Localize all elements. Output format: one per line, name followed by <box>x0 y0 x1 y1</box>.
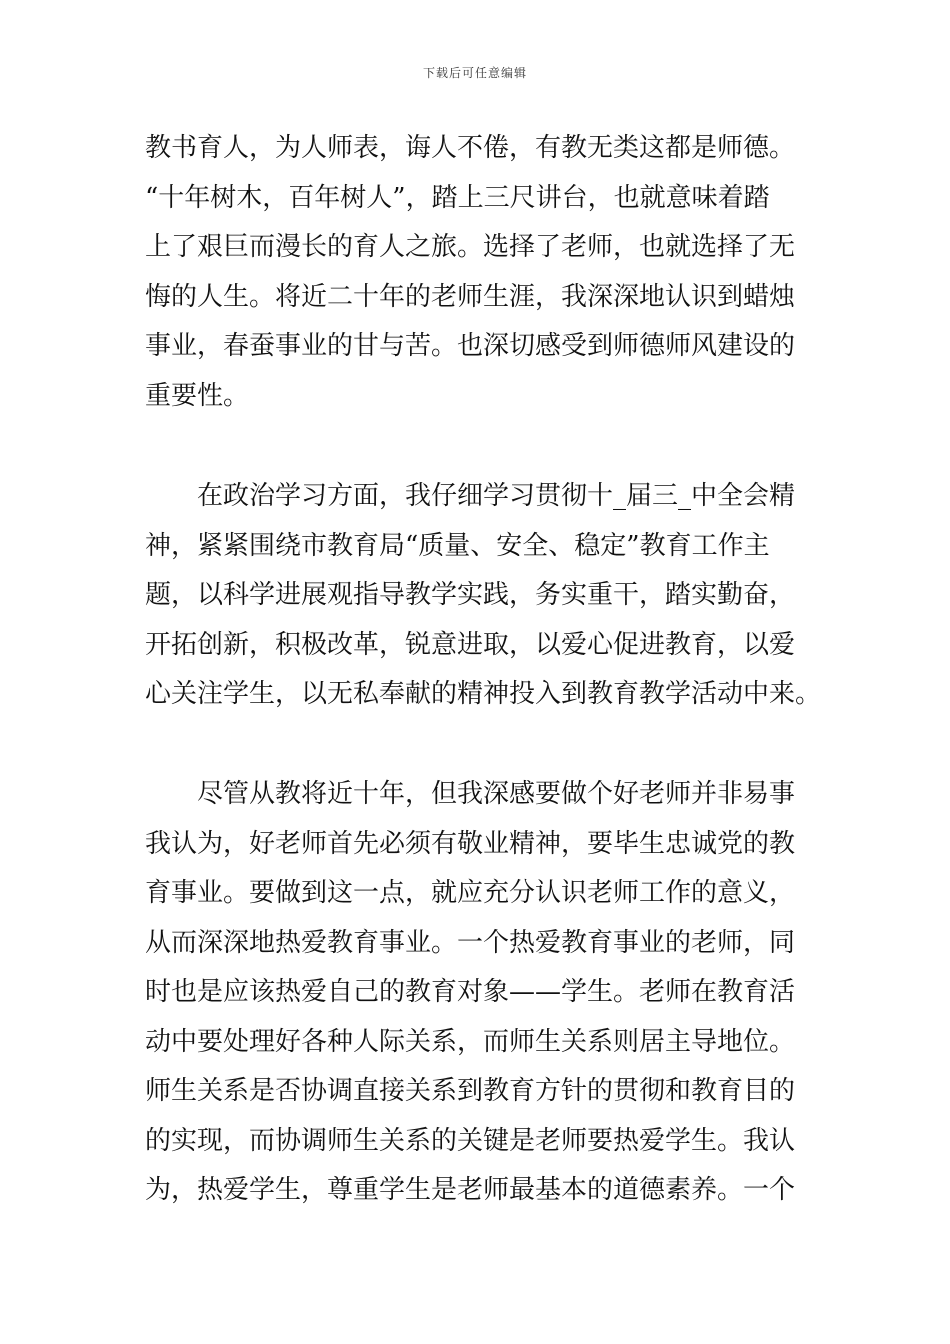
paragraph-2 <box>145 472 822 720</box>
text-line: 在政治学习方面，我仔细学习贯彻十_届三_中全会精 <box>197 481 796 511</box>
text-line: 从而深深地热爱教育事业。一个热爱教育事业的老师，同 <box>145 927 796 958</box>
text-line: 上了艰巨而漫长的育人之旅。选择了老师，也就选择了无 <box>145 232 796 262</box>
text-line: 时也是应该热爱自己的教育对象——学生。老师在教育活 <box>145 977 796 1007</box>
paragraph-3 <box>145 770 807 1216</box>
text-line: 尽管从教将近十年，但我深感要做个好老师并非易事 <box>197 779 796 809</box>
text-line: 师生关系是否协调直接关系到教育方针的贯彻和教育目的 <box>145 1076 796 1106</box>
text-line: 事业，春蚕事业的甘与苦。也深切感受到师德师风建设的 <box>145 331 796 361</box>
text-line: 心关注学生，以无私奉献的精神投入到教育教学活动中来。 <box>145 679 822 709</box>
text-line: 开拓创新，积极改革，锐意进取，以爱心促进教育，以爱 <box>145 629 796 660</box>
text-line: 悔的人生。将近二十年的老师生涯，我深深地认识到蜡烛 <box>145 281 796 312</box>
text-line: 神，紧紧围绕市教育局“质量、安全、稳定”教育工作主 <box>145 530 770 561</box>
text-line: “十年树木，百年树人”，踏上三尺讲台，也就意味着踏 <box>145 182 770 213</box>
text-line: 为，热爱学生，尊重学生是老师最基本的道德素养。一个 <box>145 1175 796 1205</box>
text-line: 育事业。要做到这一点，就应充分认识老师工作的意义， <box>145 878 796 908</box>
page-header: 下载后可任意编辑 <box>422 66 527 80</box>
paragraph-1 <box>145 124 807 421</box>
text-line: 教书育人，为人师表，诲人不倦，有教无类这都是师德。 <box>145 133 796 163</box>
text-line: 我认为，好老师首先必须有敬业精神，要毕生忠诚党的教 <box>145 828 796 859</box>
text-line: 动中要处理好各种人际关系，而师生关系则居主导地位。 <box>145 1026 796 1057</box>
text-line: 题，以科学进展观指导教学实践，务实重干，踏实勤奋， <box>145 580 796 610</box>
text-line: 重要性。 <box>145 380 250 411</box>
text-line: 的实现，而协调师生关系的关键是老师要热爱学生。我认 <box>145 1125 796 1156</box>
